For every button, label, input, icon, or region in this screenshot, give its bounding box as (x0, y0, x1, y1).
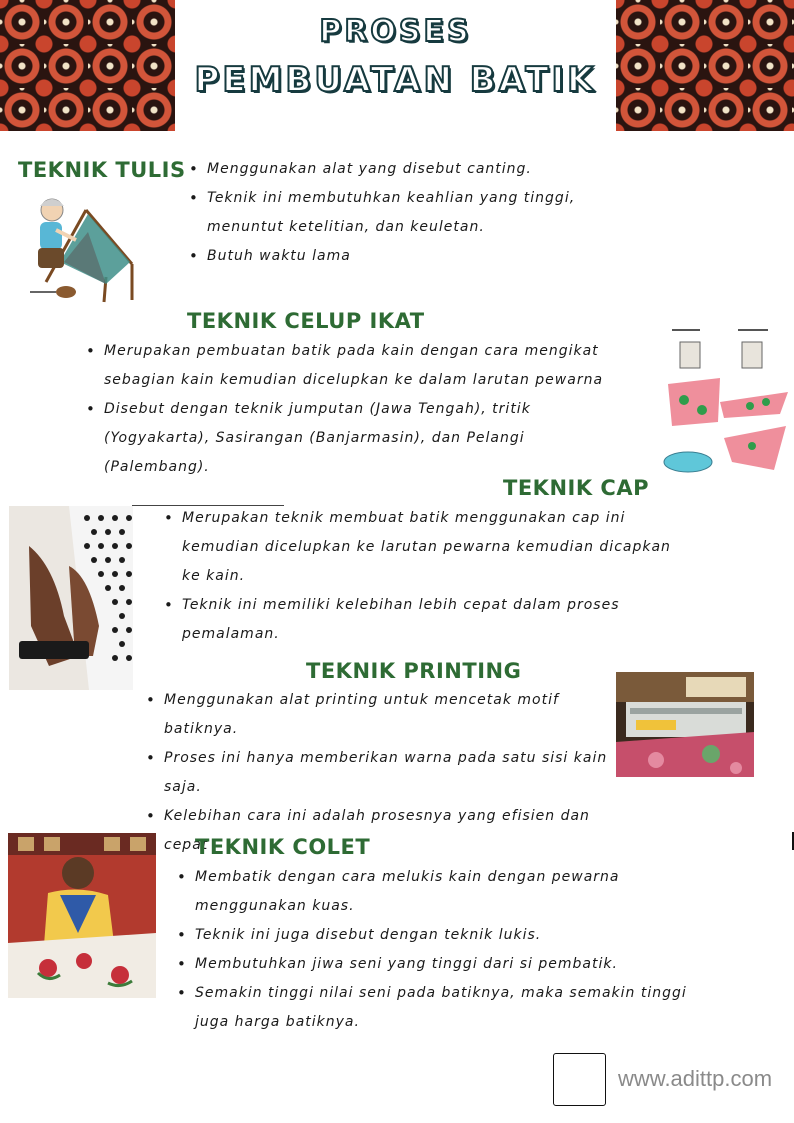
tie-dye-illustration (662, 322, 792, 477)
colet-painting-photo (8, 833, 156, 998)
list-teknik-colet (177, 863, 687, 1037)
title-line-2: PEMBUATAN BATIK (194, 60, 597, 100)
heading-teknik-colet: TEKNIK COLET (195, 835, 371, 859)
list-teknik-cap (164, 504, 679, 649)
list-item: • Menggunakan alat printing untuk mencetak motif batiknya. (146, 686, 616, 744)
list-item: • Disebut dengan teknik jumputan (Jawa Tengah), tritik (Yogyakarta), Sasirangan (Banjarmasin), dan Pelangi (Palembang). (86, 395, 631, 482)
list-item: • Menggunakan alat yang disebut canting. (189, 155, 639, 184)
printing-machine-photo (616, 672, 754, 777)
woman-canting-illustration (26, 192, 141, 304)
list-teknik-printing (146, 686, 616, 860)
cap-stamping-photo (9, 506, 133, 690)
list-item: • Membutuhkan jiwa seni yang tinggi dari si pembatik. (177, 950, 687, 979)
list-item: • Membatik dengan cara melukis kain dengan pewarna menggunakan kuas. (177, 863, 687, 921)
heading-teknik-cap: TEKNIK CAP (503, 476, 649, 500)
list-item: • Kelebihan cara ini adalah prosesnya yang efisien dan cepat (146, 802, 616, 860)
footer-url[interactable]: www.adittp.com (618, 1066, 773, 1091)
page-title (175, 12, 616, 104)
list-item: • Teknik ini memiliki kelebihan lebih cepat dalam proses pemalaman. (164, 591, 679, 649)
list-teknik-celup-ikat (86, 337, 631, 482)
heading-teknik-celup-ikat: TEKNIK CELUP IKAT (187, 309, 425, 333)
list-teknik-tulis (189, 155, 639, 271)
list-item: • Merupakan teknik membuat batik menggunakan cap ini kemudian dicelupkan ke larutan pewarna kemudian dicapkan ke kain. (164, 504, 679, 591)
batik-pattern-right (616, 0, 794, 131)
heading-teknik-printing: TEKNIK PRINTING (306, 659, 522, 683)
list-item: • Semakin tinggi nilai seni pada batiknya, maka semakin tinggi juga harga batiknya. (177, 979, 687, 1037)
title-line-1: PROSES (319, 14, 472, 49)
list-item: • Teknik ini juga disebut dengan teknik lukis. (177, 921, 687, 950)
batik-pattern-left (0, 0, 175, 131)
heading-teknik-tulis: TEKNIK TULIS (18, 158, 186, 182)
list-item: • Butuh waktu lama (189, 242, 639, 271)
list-item: • Proses ini hanya memberikan warna pada satu sisi kain saja. (146, 744, 616, 802)
list-item: • Teknik ini membutuhkan keahlian yang tinggi, menuntut ketelitian, dan keuletan. (189, 184, 639, 242)
footer-box (553, 1053, 606, 1106)
list-item: • Merupakan pembuatan batik pada kain dengan cara mengikat sebagian kain kemudian dicelupkan ke dalam larutan pewarna (86, 337, 631, 395)
